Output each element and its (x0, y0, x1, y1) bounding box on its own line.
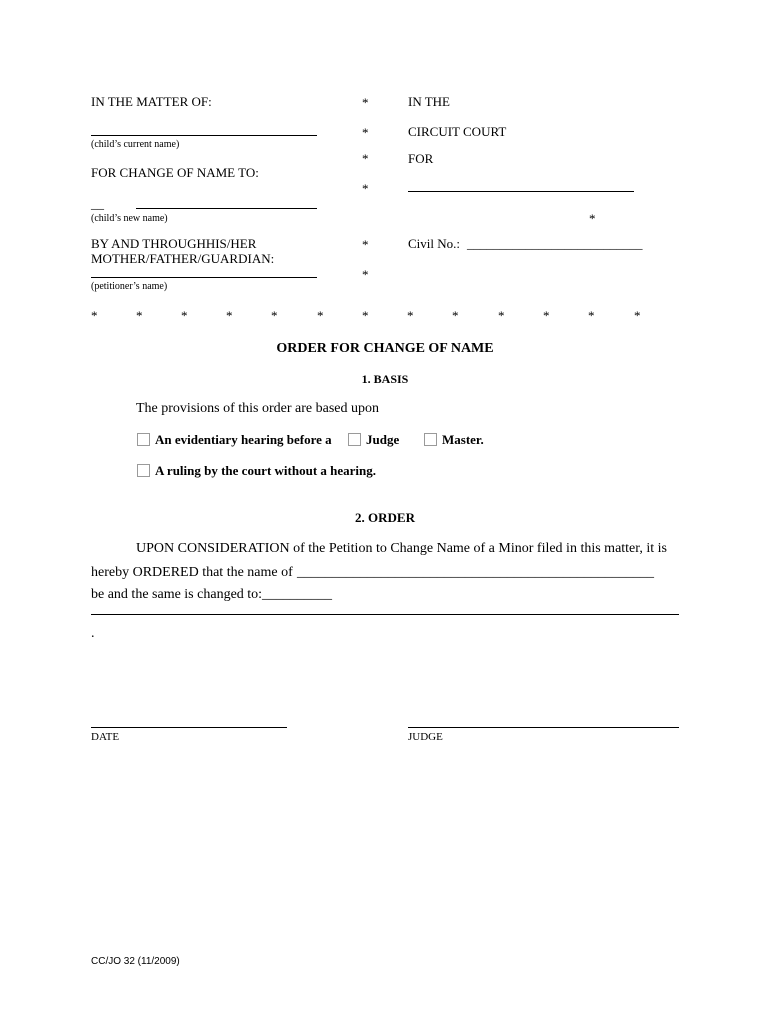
new-name-line[interactable] (91, 614, 679, 615)
order-title: ORDER FOR CHANGE OF NAME (276, 341, 494, 356)
date-label: DATE (91, 731, 120, 743)
caption-star: * (362, 95, 369, 110)
civil-no-blank[interactable]: ___________________________ (467, 236, 643, 251)
new-name-blank[interactable]: __________ (262, 587, 332, 602)
caption-star: * (362, 125, 369, 140)
hearing-checkbox[interactable] (137, 433, 150, 446)
section1-heading: 1. BASIS (361, 372, 409, 386)
by-and-through-line2: MOTHER/FATHER/GUARDIAN: (91, 251, 275, 266)
dash-mark: __ (91, 196, 104, 211)
divider-star: * (91, 308, 98, 323)
judge-checkbox[interactable] (348, 433, 361, 446)
caption-star: * (589, 211, 596, 226)
caption-star: * (362, 151, 369, 166)
form-id: CC/JO 32 (11/2009) (91, 956, 180, 967)
ruling-checkbox[interactable] (137, 464, 150, 477)
court-circuit: CIRCUIT COURT (408, 124, 507, 139)
divider-star: * (271, 308, 278, 323)
divider-star: * (362, 308, 369, 323)
divider-star: * (634, 308, 641, 323)
current-name-blank[interactable]: ___________________________________________________ (297, 565, 654, 580)
basis-intro: The provisions of this order are based upon (136, 401, 379, 416)
order-paragraph-line1: UPON CONSIDERATION of the Petition to Change Name of a Minor filed in this matter, it is (136, 541, 667, 556)
ruling-option-label: A ruling by the court without a hearing. (155, 463, 377, 478)
divider-star: * (543, 308, 550, 323)
master-checkbox[interactable] (424, 433, 437, 446)
matter-label: IN THE MATTER OF: (91, 94, 212, 109)
court-in-the: IN THE (408, 94, 451, 109)
child-new-name-line[interactable] (136, 208, 317, 209)
child-new-name-label: (child’s new name) (91, 213, 168, 224)
divider-star: * (181, 308, 188, 323)
divider-star: * (317, 308, 324, 323)
change-name-to-label: FOR CHANGE OF NAME TO: (91, 165, 259, 180)
divider-star: * (498, 308, 505, 323)
court-for: FOR (408, 151, 434, 166)
date-signature-line[interactable] (91, 727, 287, 728)
hearing-option-label: An evidentiary hearing before a (155, 432, 332, 447)
order-paragraph-line3: be and the same is changed to: (91, 587, 263, 602)
county-line[interactable] (408, 191, 634, 192)
divider-star: * (407, 308, 414, 323)
child-current-name-label: (child’s current name) (91, 139, 180, 150)
caption-star: * (362, 267, 369, 282)
caption-star: * (362, 237, 369, 252)
divider-star: * (226, 308, 233, 323)
judge-signature-line[interactable] (408, 727, 679, 728)
divider-star: * (136, 308, 143, 323)
petitioner-name-label: (petitioner’s name) (91, 281, 168, 292)
order-paragraph-line2: hereby ORDERED that the name of (91, 565, 293, 580)
section2-heading: 2. ORDER (355, 510, 415, 525)
civil-no-label: Civil No.: (408, 236, 461, 251)
period-mark: . (91, 626, 95, 641)
divider-star: * (452, 308, 459, 323)
petitioner-name-line[interactable] (91, 277, 317, 278)
divider-star: * (588, 308, 595, 323)
child-current-name-line[interactable] (91, 135, 317, 136)
by-and-through-line1: BY AND THROUGHHIS/HER (91, 236, 257, 251)
master-option-label: Master. (442, 432, 484, 447)
judge-option-label: Judge (366, 432, 400, 447)
caption-star: * (362, 181, 369, 196)
judge-label: JUDGE (408, 731, 443, 743)
